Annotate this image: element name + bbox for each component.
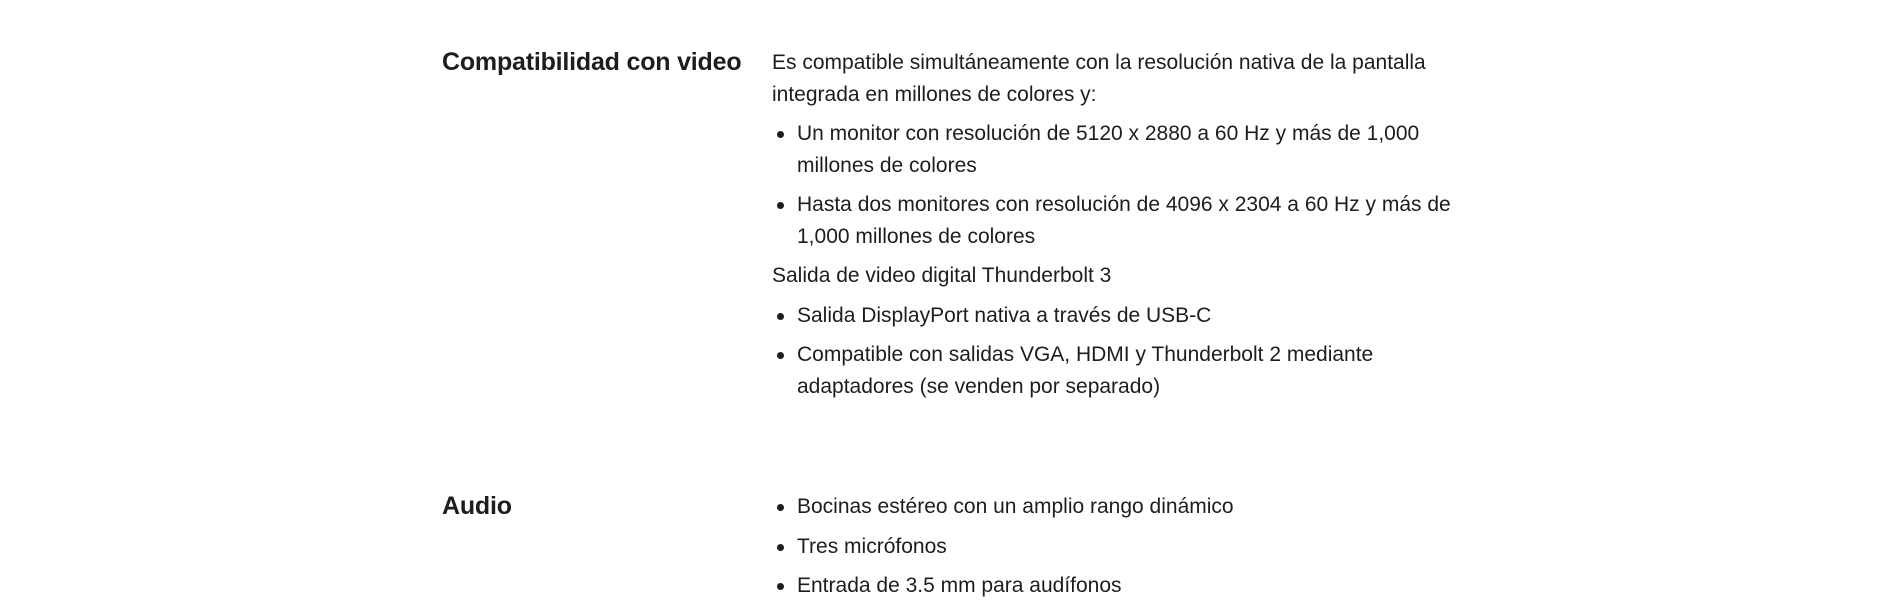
list-item — [772, 300, 1482, 332]
list-item — [772, 189, 1482, 252]
bullet-icon — [777, 202, 784, 209]
list-item — [772, 531, 1482, 563]
list-item — [772, 570, 1482, 602]
video-support-details — [772, 47, 1482, 402]
monitor-support-text: Un monitor con resolución de 5120 x 2880 a 60 Hz y más de 1,000 millones de colores — [797, 122, 1420, 177]
bullet-icon — [777, 131, 784, 138]
video-intro-text: Es compatible simultáneamente con la resolución nativa de la pantalla integrada en millones de colores y: — [772, 51, 1426, 106]
audio-details — [772, 491, 1482, 602]
audio-feature-text: Entrada de 3.5 mm para audífonos — [797, 574, 1122, 597]
video-support-heading: Compatibilidad con video — [442, 48, 742, 76]
video-output-text: Salida DisplayPort nativa a través de USB-C — [797, 303, 1212, 327]
list-item — [772, 339, 1482, 402]
audio-heading: Audio — [442, 492, 512, 520]
video-output-list — [772, 300, 1482, 403]
monitor-support-text: Hasta dos monitores con resolución de 4096 x 2304 a 60 Hz y más de 1,000 millones de colores — [797, 193, 1451, 248]
bullet-icon — [777, 313, 784, 320]
list-item — [772, 118, 1482, 181]
audio-feature-list — [772, 491, 1482, 602]
bullet-icon — [777, 544, 784, 551]
bullet-icon — [777, 504, 784, 511]
audio-feature-text: Bocinas estéreo con un amplio rango dinámico — [797, 495, 1234, 518]
monitor-support-list — [772, 118, 1482, 252]
bullet-icon — [777, 583, 784, 590]
video-output-text: Compatible con salidas VGA, HDMI y Thunderbolt 2 mediante adaptadores (se venden por separado) — [797, 343, 1374, 398]
list-item — [772, 491, 1482, 523]
bullet-icon — [777, 352, 784, 359]
audio-feature-text: Tres micrófonos — [797, 534, 947, 558]
video-output-title: Salida de video digital Thunderbolt 3 — [772, 264, 1112, 287]
